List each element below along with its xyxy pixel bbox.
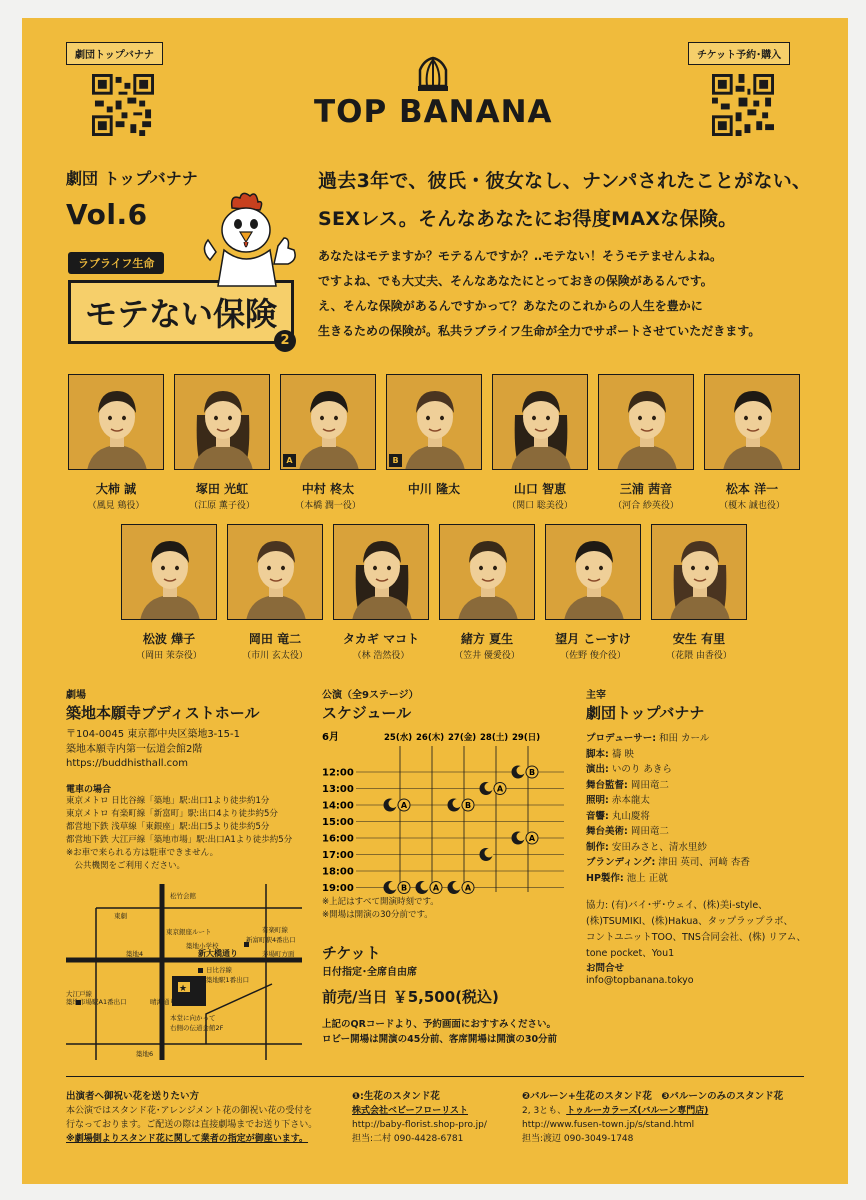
map-label: 右側の伝道会館2F <box>170 1024 224 1032</box>
staff-role: ブランディング: <box>586 857 656 868</box>
cast-role: （江原 薫子役） <box>189 501 255 511</box>
flower-title: 出演者へ御祝い花を送りたい方 <box>66 1091 200 1102</box>
schedule-date: 25(水) <box>384 733 413 743</box>
schedule-note: ※上記はすべて開演時刻です。 <box>322 897 439 907</box>
venue-star-icon: ★ <box>179 984 188 994</box>
performance-cast-label: A <box>464 883 472 893</box>
staff-name: 丸山慶将 <box>608 810 650 822</box>
flower-line: 本公演ではスタンド花･アレンジメント花の御祝い花の受付を <box>66 1106 313 1116</box>
venue-label: 劇場 <box>66 690 86 701</box>
ticket-note: ロビー開場は開演の45分前、客席開場は開演の30分前 <box>322 1033 558 1045</box>
cooperation-line: コントユニットTOO、TNS合同会社、(株) リアム、 <box>586 932 806 943</box>
staff-row <box>586 746 634 760</box>
schedule-date: 26(木) <box>416 733 445 743</box>
map-label: 有楽町線 <box>262 926 288 934</box>
staff-row <box>586 761 672 775</box>
ticket-price: 前売/当日 ￥5,500(税込) <box>322 988 499 1006</box>
cast-badge: A <box>283 454 296 467</box>
schedule-time: 16:00 <box>322 833 354 845</box>
intro-line: 生きるための保険が。私共ラブライフ生命が全力でサポートさせていただきます。 <box>318 324 761 338</box>
troupe-qr-code[interactable] <box>92 74 154 136</box>
cast-name: 岡田 竜二 <box>248 632 302 646</box>
staff-role: 音響: <box>586 810 609 822</box>
performance-cast-label: B <box>400 883 408 893</box>
flower-text <box>66 1104 317 1146</box>
flyer <box>22 18 848 1184</box>
cast-role: （関口 聡美役） <box>507 501 573 511</box>
map-label: 本堂に向かって <box>170 1014 216 1022</box>
vendor-2-name: トゥルーカラーズ(バルーン専門店) <box>566 1106 709 1116</box>
staff-name: 禱 映 <box>608 748 634 760</box>
vendor-1-title: ❶:生花のスタンド花 <box>352 1091 440 1102</box>
venue-address <box>66 728 240 772</box>
access-line: 東京メトロ 有楽町線「新富町」駅:出口4より徒歩約5分 <box>66 809 278 819</box>
staff-row <box>586 777 669 791</box>
staff-name: いのり あきら <box>608 764 672 775</box>
tagline-badge: ラブライフ生命 <box>68 252 164 274</box>
cast-photo <box>598 374 694 470</box>
performance-cast-label: A <box>496 784 504 794</box>
cast-role: （風見 鶏役） <box>87 501 145 511</box>
address-line: 〒104-0045 東京都中央区築地3-15-1 <box>66 729 240 740</box>
contact-label: お問合せ <box>586 963 625 974</box>
cast-badge: B <box>389 454 402 467</box>
map-label: 築地小学校 <box>186 942 219 950</box>
access-line: 都営地下鉄 大江戸線「築地市場」駅:出口A1より徒歩約5分 <box>66 835 293 845</box>
map-label: 晴海通り <box>150 998 176 1006</box>
staff-row <box>586 854 750 868</box>
performance-cast-label: A <box>432 883 440 893</box>
vendor-2-prefix: 2, 3とも、 <box>522 1106 567 1116</box>
access-line: 都営地下鉄 浅草線「東銀座」駅:出口5より徒歩約5分 <box>66 822 270 832</box>
headline-line-2: SEXレス。そんなあなたにお得度MAXな保険。 <box>318 208 738 230</box>
vendor-2-title: ❷バルーン+生花のスタンド花 ❸バルーンのみのスタンド花 <box>522 1091 784 1102</box>
staff-role: 舞台美術: <box>586 826 628 837</box>
vendor-1-name: 株式会社ベビーフローリスト <box>352 1106 469 1116</box>
schedule-time: 18:00 <box>322 866 354 878</box>
cooperation-list <box>586 898 806 962</box>
organizer-name: 劇団トップバナナ <box>586 704 705 722</box>
map-label: 大江戸線 <box>66 990 92 998</box>
staff-row <box>586 839 707 853</box>
cast-role: （岡田 茉奈役） <box>136 651 202 661</box>
vendor-2 <box>522 1104 708 1146</box>
title-number-badge: 2 <box>274 330 296 352</box>
staff-row <box>586 870 668 884</box>
cast-name: 山口 智恵 <box>513 482 567 496</box>
staff-row <box>586 808 650 822</box>
headline-line-1: 過去3年で、彼氏・彼女なし、ナンパされたことがない、 <box>318 170 812 192</box>
show-title: モテない保険 <box>68 280 294 344</box>
schedule-title: スケジュール <box>322 704 412 722</box>
cooperation-line: tone pocket、You1 <box>586 948 675 959</box>
performance-cast-label: A <box>400 801 408 810</box>
contact-email[interactable]: info@topbanana.tokyo <box>586 975 694 986</box>
cast-name: 松本 洋一 <box>725 482 779 496</box>
staff-name: 岡田竜二 <box>627 779 669 791</box>
staff-name: 和田 カール <box>656 733 710 744</box>
schedule-time: 13:00 <box>322 784 354 795</box>
map-label: 茅場町方面 <box>262 950 295 958</box>
cast-name: 望月 こーすけ <box>555 632 631 646</box>
venue-url[interactable]: https://buddhisthall.com <box>66 758 189 769</box>
ticket-notes <box>322 1018 557 1047</box>
cast-photo <box>280 374 376 470</box>
cooperation-line: (株)TSUMIKI、(株)Hakua、タップラップラボ、 <box>586 916 793 927</box>
staff-role: 舞台監督: <box>586 779 628 791</box>
cast-photo <box>386 374 482 470</box>
ticket-note: 上記のQRコードより、予約画面におすすみください。 <box>322 1019 556 1030</box>
cast-photo <box>227 524 323 620</box>
schedule-date: 27(金) <box>448 733 477 743</box>
top-banana-logo: TOP BANANA <box>314 94 553 130</box>
cast-role: （市川 玄太役） <box>242 651 308 661</box>
map-label: 築地市場駅A1番出口 <box>66 998 127 1006</box>
flower-warning: ※劇場側よりスタンド花に関して業者の指定が御座います。 <box>66 1134 309 1144</box>
volume-number: Vol.6 <box>66 198 148 231</box>
vendor-1-contact: 担当:二村 090-4428-6781 <box>352 1134 464 1144</box>
schedule-month: 6月 <box>322 732 339 743</box>
staff-role: 演出: <box>586 764 609 775</box>
schedule-time: 19:00 <box>322 883 354 894</box>
map-label: 東劇 <box>114 912 127 920</box>
intro-line: あなたはモテますか？モテるんですか？‥モテない！そうモテませんよね。 <box>318 249 723 263</box>
vendor-2-contact: 担当:渡辺 090-3049-1748 <box>522 1134 634 1144</box>
performance-cast-label: A <box>528 834 536 843</box>
cast-name: 中川 隆太 <box>407 482 461 496</box>
cast-photo <box>174 374 270 470</box>
schedule-time: 15:00 <box>322 817 354 828</box>
flower-line: 行なっております。ご配送の際は直接劇場までお送り下さい。 <box>66 1120 318 1130</box>
vendor-1 <box>352 1104 487 1146</box>
cast-name: 松波 燁子 <box>142 632 196 646</box>
cast-role: （本橋 潤一役） <box>295 501 361 511</box>
rooster-mascot-icon <box>190 190 300 290</box>
cast-role: （林 浩然役） <box>352 651 410 661</box>
schedule-date: 29(日) <box>512 733 541 743</box>
cast-name: タカギ マコト <box>342 632 420 646</box>
access-list <box>66 795 292 873</box>
map-label: 築地4 <box>126 950 144 958</box>
cast-name: 中村 柊太 <box>301 482 355 496</box>
cast-name: 大柿 誠 <box>95 482 137 496</box>
cast-role: （佐野 俊介役） <box>560 651 626 661</box>
map-label: 新富町駅4番出口 <box>246 936 296 944</box>
staff-row <box>586 792 650 806</box>
map-label: 築地6 <box>136 1050 154 1058</box>
cast-role: （河合 紗英役） <box>613 501 679 511</box>
cast-photo <box>704 374 800 470</box>
troupe-name: 劇団 トップバナナ <box>66 169 198 188</box>
cast-photo <box>333 524 429 620</box>
staff-role: 制作: <box>586 841 609 853</box>
cast-photo <box>651 524 747 620</box>
staff-name: 赤本龍太 <box>608 795 650 806</box>
cast-name: 塚田 光虹 <box>195 482 249 496</box>
staff-role: HP製作: <box>586 872 624 884</box>
ticket-type: 日付指定･全席自由席 <box>322 967 417 978</box>
cast-photo <box>439 524 535 620</box>
cast-name: 三浦 茜音 <box>619 482 673 496</box>
schedule-note: ※開場は開演の30分前です。 <box>322 910 433 920</box>
address-line: 築地本願寺内第一伝道会館2階 <box>66 743 203 755</box>
staff-name: 岡田竜二 <box>627 826 669 837</box>
schedule-time: 14:00 <box>322 800 354 812</box>
footer-divider <box>66 1076 804 1077</box>
schedule-label: 公演（全9ステージ） <box>322 690 419 701</box>
vendor-1-url[interactable]: http://baby-florist.shop-pro.jp/ <box>352 1120 487 1130</box>
schedule-grid <box>320 726 568 894</box>
cast-role: （笠井 優愛役） <box>454 651 520 661</box>
access-map <box>66 884 302 1060</box>
staff-row <box>586 730 709 744</box>
organizer-label: 主宰 <box>586 690 606 701</box>
intro-line: ですよね、でも大丈夫、そんなあなたにとっておきの保険があるんです。 <box>318 274 713 288</box>
intro-line: え、そんな保険があるんですかって？あなたのこれからの人生を豊かに <box>318 299 703 313</box>
venue-name: 築地本願寺ブディストホール <box>66 704 260 722</box>
cast-role: （榎木 誠也役） <box>719 501 785 511</box>
ticket-qr-label: チケット予約･購入 <box>688 42 790 65</box>
map-label: 日比谷線 <box>206 966 232 974</box>
schedule-time: 17:00 <box>322 850 354 861</box>
performance-cast-label: B <box>528 768 536 777</box>
cast-photo <box>68 374 164 470</box>
schedule-time: 12:00 <box>322 767 354 779</box>
ticket-qr-code[interactable] <box>712 74 774 136</box>
ticket-title: チケット <box>322 944 381 962</box>
cast-photo <box>545 524 641 620</box>
map-label: 松竹会館 <box>170 892 196 900</box>
access-title: 電車の場合 <box>66 785 112 795</box>
cooperation-line: 協力: (有)バイ･ザ･ウェイ、(株)美i-style、 <box>586 900 768 911</box>
cast-role: （花隈 由香役） <box>666 651 732 661</box>
map-label: 築地駅1番出口 <box>206 976 250 984</box>
performance-cast-label: B <box>464 801 472 810</box>
map-label: 新大橋通り <box>198 949 238 958</box>
access-line: 公共機関をご利用ください。 <box>66 861 186 871</box>
staff-role: 照明: <box>586 795 609 806</box>
staff-row <box>586 823 669 837</box>
staff-role: 脚本: <box>586 748 609 760</box>
staff-name: 津田 英司、河﨑 杏香 <box>655 857 750 868</box>
staff-name: 安田みさと、清水里紗 <box>608 841 707 853</box>
cast-name: 緒方 夏生 <box>460 632 514 646</box>
crown-logo-icon <box>414 56 452 94</box>
access-line: 東京メトロ 日比谷線「築地」駅:出口1より徒歩約1分 <box>66 796 270 806</box>
staff-role: プロデューサー: <box>586 733 657 744</box>
access-line: ※お車で来られる方は駐車できません。 <box>66 848 219 858</box>
intro-text <box>318 244 760 344</box>
cast-photo <box>492 374 588 470</box>
vendor-2-url[interactable]: http://www.fusen-town.jp/s/stand.html <box>522 1120 695 1130</box>
cast-photo <box>121 524 217 620</box>
troupe-qr-label: 劇団トップバナナ <box>66 42 163 65</box>
cast-name: 安生 有里 <box>672 632 726 646</box>
map-label: 東京銀座ルート <box>166 928 212 936</box>
schedule-date: 28(土) <box>480 733 509 743</box>
schedule-notes <box>322 896 439 922</box>
staff-name: 池上 正就 <box>623 872 668 884</box>
